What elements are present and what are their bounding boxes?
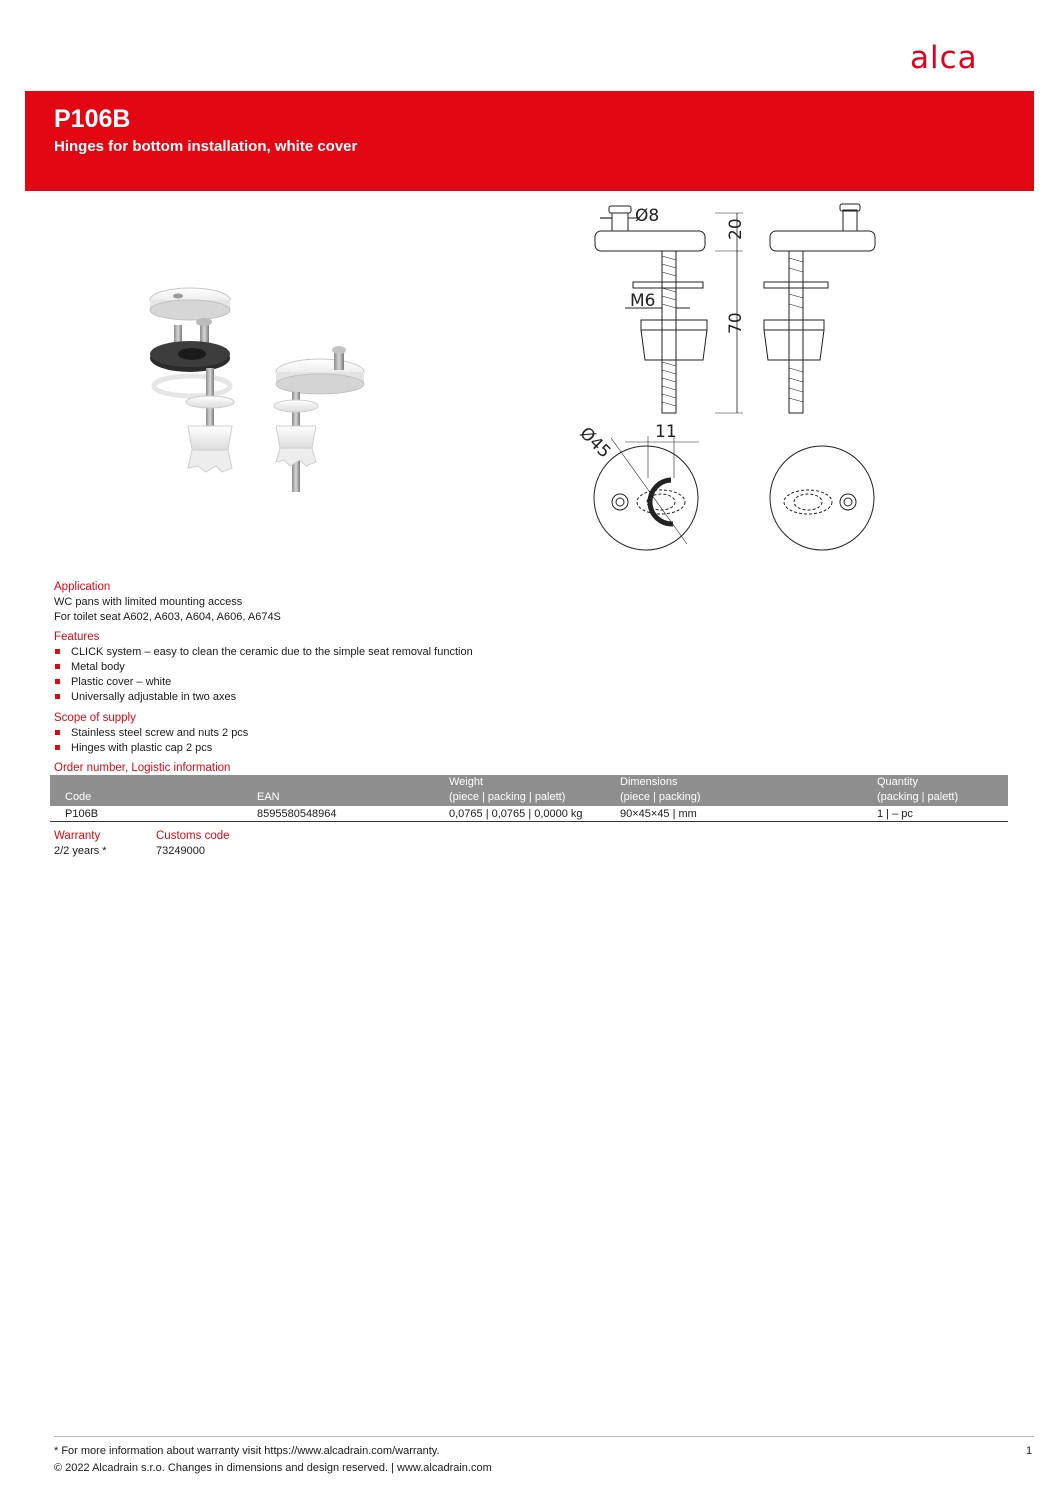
features-title: Features: [54, 631, 100, 643]
cell-dimensions: 90×45×45 | mm: [620, 808, 697, 820]
dim-thread: M6: [630, 291, 656, 311]
application-line: For toilet seat A602, A603, A604, A606, A674S: [54, 611, 281, 623]
col-code: Code: [65, 791, 92, 803]
scope-section: [54, 711, 248, 756]
scope-title: Scope of supply: [54, 712, 136, 724]
col-quantity-sub: (packing | palett): [877, 791, 959, 803]
customs-value: 73249000: [156, 845, 205, 857]
application-line: WC pans with limited mounting access: [54, 596, 243, 608]
feature-item: Universally adjustable in two axes: [54, 690, 473, 705]
product-photo: [130, 280, 390, 510]
scope-item: Stainless steel screw and nuts 2 pcs: [54, 726, 248, 741]
col-quantity: Quantity: [877, 776, 918, 788]
table-row: [50, 806, 1008, 822]
order-table: [50, 775, 1008, 822]
dim-height-total: 70: [726, 312, 746, 334]
feature-item: CLICK system – easy to clean the ceramic due to the simple seat removal function: [54, 645, 473, 660]
warranty-value: 2/2 years *: [54, 845, 107, 857]
warranty-title: Warranty: [54, 830, 101, 842]
dim-diameter-small: Ø8: [635, 206, 660, 226]
page-number: 1: [1026, 1445, 1033, 1457]
dim-diameter-large: Ø45: [575, 423, 615, 463]
cell-quantity: 1 | – pc: [877, 808, 913, 820]
col-weight: Weight: [449, 776, 484, 788]
col-weight-sub: (piece | packing | palett): [449, 791, 566, 803]
title-banner: [25, 91, 1034, 191]
feature-item: Plastic cover – white: [54, 675, 473, 690]
order-section: [54, 761, 230, 776]
feature-item: Metal body: [54, 660, 473, 675]
col-dimensions: Dimensions: [620, 776, 678, 788]
dim-offset: 11: [655, 422, 677, 442]
col-ean: EAN: [257, 791, 280, 803]
warranty-block: [54, 829, 107, 859]
product-code: P106B: [54, 105, 131, 133]
cell-ean: 8595580548964: [257, 808, 337, 820]
cell-code: P106B: [65, 808, 99, 820]
dim-height-top: 20: [726, 218, 746, 240]
application-section: [54, 580, 281, 625]
product-subtitle: Hinges for bottom installation, white cover: [54, 138, 358, 155]
order-title: Order number, Logistic information: [54, 762, 231, 774]
footer-divider: [54, 1436, 1034, 1437]
footer-copyright: © 2022 Alcadrain s.r.o. Changes in dimensions and design reserved. | www.alcadrain.com: [54, 1462, 492, 1474]
scope-item: Hinges with plastic cap 2 pcs: [54, 741, 248, 756]
order-table-header: [50, 775, 1008, 806]
brand-logo: alca: [910, 40, 978, 76]
technical-drawing: [565, 198, 895, 563]
features-section: [54, 630, 473, 705]
customs-title: Customs code: [156, 830, 230, 842]
customs-block: [156, 829, 230, 859]
cell-weight: 0,0765 | 0,0765 | 0,0000 kg: [449, 808, 583, 820]
footer-note: * For more information about warranty visit https://www.alcadrain.com/warranty.: [54, 1445, 440, 1457]
application-title: Application: [54, 581, 111, 593]
col-dimensions-sub: (piece | packing): [620, 791, 701, 803]
